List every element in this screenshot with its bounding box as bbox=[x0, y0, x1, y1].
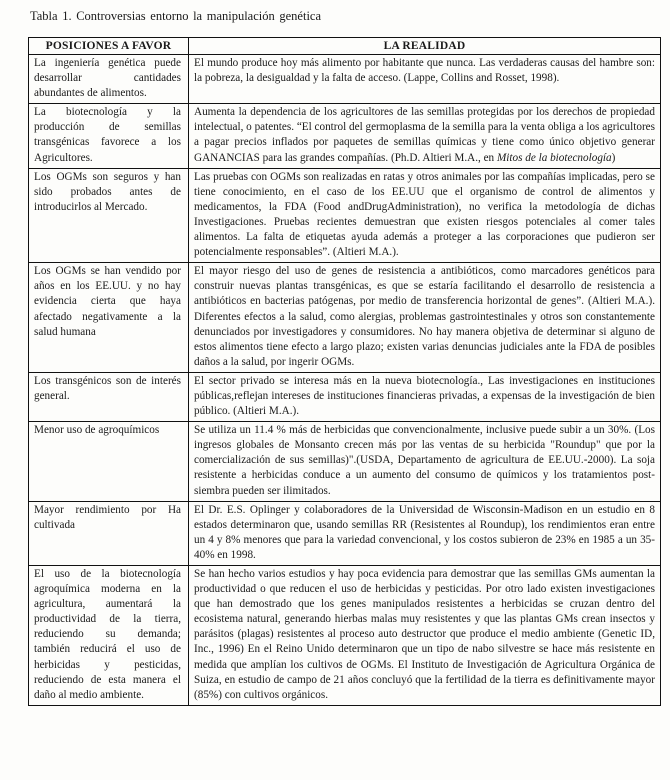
cell-posicion-6: Menor uso de agroquímicos bbox=[29, 422, 189, 501]
realidad-2-book-title: Mitos de la biotecnología bbox=[496, 151, 612, 164]
cell-realidad-5: El sector privado se interesa más en la nueva biotecnología., Las investigaciones en instituciones públicas,reflejan intereses de instituciones financieras privadas, a expensas de la investigación de bien público. (Altieri M.A.). bbox=[189, 372, 661, 421]
realidad-2-closing: ) bbox=[611, 151, 616, 164]
cell-posicion-4: Los OGMs se han vendido por años en los EE.UU. y no hay evidencia cierta que haya afectado negativamente a la salud humana bbox=[29, 263, 189, 373]
cell-realidad-4: El mayor riesgo del uso de genes de resistencia a antibióticos, como marcadores genéticos para construir nuevas plantas transgénicas, es que se estaría facilitando el desarrollo de resistencia a antibióticos en bacterias patógenas, por medio de transferencia horizontal de genes”. (Altieri M.A.). Diferentes efectos a la salud, como alergias, problemas gastrointestinales y otros son constantemente denunciados por investigadores y consumidores. No hay manera objetiva de determinar si alguno de estos alimentos tiene efecto a largo plazo; existen varias denuncias judiciales ante la FDA de posibles daños a la salud, por ingerir OGMs. bbox=[189, 263, 661, 373]
table-caption: Tabla 1. Controversias entorno la manipulación genética bbox=[30, 9, 322, 23]
column-header-posiciones-a-favor: POSICIONES A FAVOR bbox=[29, 38, 189, 55]
realidad-2-text: Aumenta la dependencia de los agricultores de las semillas protegidas por los derechos de propiedad intelectual, o patentes. “El control del germoplasma de la semilla para la venta obliga a los agricultores a pagar precios inflados por paquetes de semillas químicas y tiene como único objetivo generar GANANCIAS para las grandes compañías. (Ph.D. Altieri M.A., en bbox=[194, 106, 656, 164]
table-row bbox=[29, 104, 661, 168]
cell-realidad-7: El Dr. E.S. Oplinger y colaboradores de la Universidad de Wisconsin-Madison en un estudio en 8 estados determinaron que, usando semillas RR (Resistentes al Roundup), los rendimientos eran entre un 4 y 8% menores que para la variedad convencional, y los costos subieron de 23% en 1985 a un 35-40% en 1998. bbox=[189, 501, 661, 565]
cell-realidad-1: El mundo produce hoy más alimento por habitante que nunca. Las verdaderas causas del hambre son: la pobreza, la desigualdad y la falta de acceso. (Lappe, Collins and Rosset, 1998). bbox=[189, 55, 661, 104]
cell-posicion-8: El uso de la biotecnología agroquímica moderna en la agricultura, aumentará la productividad de la tierra, reduciendo su demanda; también reducirá el uso de herbicidas y pesticidas, reduciendo de esta manera el daño al medio ambiente. bbox=[29, 566, 189, 706]
cell-realidad-3: Las pruebas con OGMs son realizadas en ratas y otros animales por las compañías implicadas, pero se tiene conocimiento, en el caso de los EE.UU que el organismo de control de alimentos y medicamentos, la FDA (Food andDrugAdministration), no verifica la metodología de dichas Investigaciones. Pruebas recientes demuestran que existen riesgos potenciales al comer tales alimentos. La falta de etiquetas ayuda además a proteger a las corporaciones que pudieron ser potencialmente responsables”. (Altieri M.A.). bbox=[189, 168, 661, 263]
table-row bbox=[29, 501, 661, 565]
cell-posicion-3: Los OGMs son seguros y han sido probados antes de introducirlos al Mercado. bbox=[29, 168, 189, 263]
table-row bbox=[29, 168, 661, 263]
table-row bbox=[29, 422, 661, 501]
cell-realidad-6: Se utiliza un 11.4 % más de herbicidas que convencionalmente, inclusive puede subir a un 30%. (Los ingresos globales de Monsanto crecen más por las ventas de su herbicida "Roundup" que por la comercialización de sus semillas)".(USDA, Departamento de agricultura de EE.UU.-2000). La soja resistente a herbicidas conduce a un aumento del consumo de químicos y los tratamientos post-siembra pueden ser ilimitados. bbox=[189, 422, 661, 501]
table-row bbox=[29, 566, 661, 706]
table-row bbox=[29, 55, 661, 104]
cell-posicion-5: Los transgénicos son de interés general. bbox=[29, 372, 189, 421]
cell-realidad-2 bbox=[189, 104, 661, 168]
cell-realidad-8: Se han hecho varios estudios y hay poca evidencia para demostrar que las semillas GMs aumentan la productividad o que reducen el uso de herbicidas y pesticidas. Por otro lado existen investigaciones que han demostrado que los genes manipulados resistentes a herbicidas se cruzan dentro del ecosistema natural, generando hierbas malas muy resistentes y que las plantas GMs crean insectos y parásitos (plagas) resistentes al proceso auto destructor que produce el medio ambiente (Genetic ID, Inc., 1996) En el Reino Unido determinaron que un tipo de nabo silvestre se hace más resistente en medida que amplían los cultivos de OGMs. El Instituto de Investigación de Agricultura Orgánica de Suiza, en estudio de campo de 21 años concluyó que la fertilidad de la tierra es definitivamente mayor (85%) con cultivos orgánicos. bbox=[189, 566, 661, 706]
cell-posicion-7: Mayor rendimiento por Ha cultivada bbox=[29, 501, 189, 565]
table-row bbox=[29, 372, 661, 421]
table-row bbox=[29, 263, 661, 373]
header-row bbox=[29, 38, 661, 55]
column-header-la-realidad: LA REALIDAD bbox=[189, 38, 661, 55]
cell-posicion-2: La biotecnología y la producción de semillas transgénicas favorece a los Agricultores. bbox=[29, 104, 189, 168]
cell-posicion-1: La ingeniería genética puede desarrollar cantidades abundantes de alimentos. bbox=[29, 55, 189, 104]
controversias-table bbox=[28, 37, 661, 706]
